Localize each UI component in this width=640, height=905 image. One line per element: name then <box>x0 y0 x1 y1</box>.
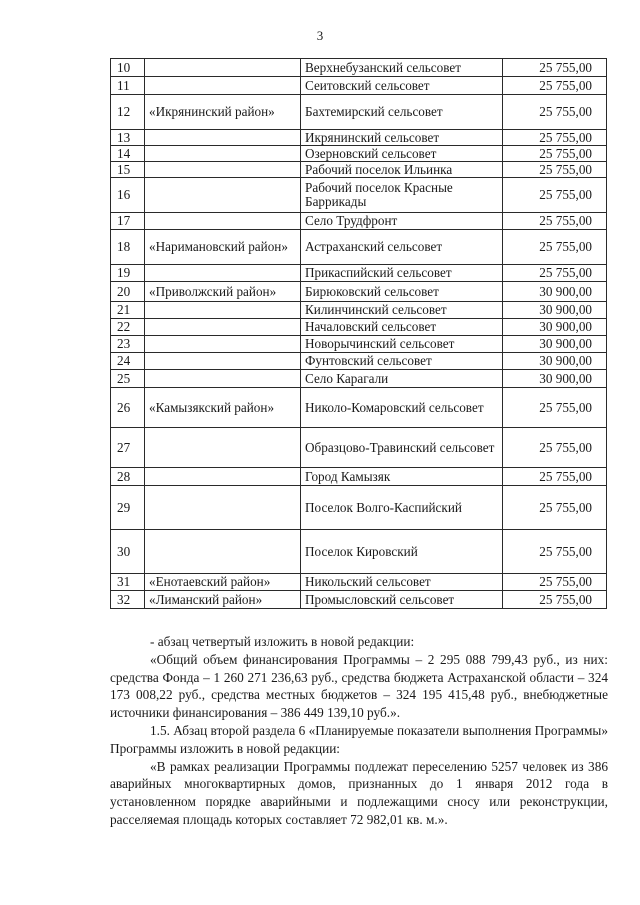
row-number: 30 <box>111 530 145 574</box>
district-name <box>145 353 301 370</box>
row-number: 24 <box>111 353 145 370</box>
municipality-name: Икрянинский сельсовет <box>301 130 503 146</box>
table-row <box>111 230 607 265</box>
table-row <box>111 336 607 353</box>
municipality-name: Новорычинский сельсовет <box>301 336 503 353</box>
district-name: «Наримановский район» <box>145 230 301 265</box>
table-row <box>111 265 607 282</box>
row-number: 16 <box>111 178 145 213</box>
table-row <box>111 319 607 336</box>
municipality-name: Николо-Комаровский сельсовет <box>301 388 503 428</box>
municipality-name: Килинчинский сельсовет <box>301 302 503 319</box>
amount-value: 25 755,00 <box>503 388 607 428</box>
amount-value: 25 755,00 <box>503 591 607 609</box>
row-number: 11 <box>111 77 145 95</box>
paragraph-2: «Общий объем финансирования Программы – 2 295 088 799,43 руб., из них: средства Фонда – 1 260 271 236,63 руб., средства бюджета Астраханской области – 324 173 008,22 руб., средства местных бюджетов – 324 195 415,48 руб., внебюджетные источники финансирования – 386 449 139,10 руб.». <box>110 651 608 721</box>
row-number: 13 <box>111 130 145 146</box>
municipality-name: Началовский сельсовет <box>301 319 503 336</box>
district-name <box>145 59 301 77</box>
row-number: 15 <box>111 162 145 178</box>
row-number: 25 <box>111 370 145 388</box>
municipality-name: Верхнебузанский сельсовет <box>301 59 503 77</box>
municipality-name: Рабочий поселок Красные Баррикады <box>301 178 503 213</box>
row-number: 31 <box>111 574 145 591</box>
municipality-name: Бирюковский сельсовет <box>301 282 503 302</box>
district-name <box>145 486 301 530</box>
municipality-name: Сеитовский сельсовет <box>301 77 503 95</box>
district-name <box>145 302 301 319</box>
district-name: «Приволжский район» <box>145 282 301 302</box>
municipality-name: Бахтемирский сельсовет <box>301 95 503 130</box>
district-name: «Икрянинский район» <box>145 95 301 130</box>
district-name <box>145 265 301 282</box>
district-name <box>145 370 301 388</box>
district-name <box>145 130 301 146</box>
district-name <box>145 468 301 486</box>
paragraph-1: - абзац четвертый изложить в новой редакции: <box>150 634 415 649</box>
body-text <box>110 633 608 829</box>
table-row <box>111 282 607 302</box>
funding-table <box>110 58 607 609</box>
amount-value: 25 755,00 <box>503 486 607 530</box>
municipality-name: Образцово-Травинский сельсовет <box>301 428 503 468</box>
municipality-name: Поселок Кировский <box>301 530 503 574</box>
table-row <box>111 77 607 95</box>
municipality-name: Фунтовский сельсовет <box>301 353 503 370</box>
district-name <box>145 336 301 353</box>
table-row <box>111 213 607 230</box>
amount-value: 30 900,00 <box>503 353 607 370</box>
table-row <box>111 162 607 178</box>
amount-value: 25 755,00 <box>503 428 607 468</box>
district-name <box>145 178 301 213</box>
district-name <box>145 319 301 336</box>
table-row <box>111 95 607 130</box>
row-number: 19 <box>111 265 145 282</box>
amount-value: 25 755,00 <box>503 59 607 77</box>
district-name <box>145 146 301 162</box>
district-name <box>145 428 301 468</box>
row-number: 26 <box>111 388 145 428</box>
amount-value: 25 755,00 <box>503 574 607 591</box>
municipality-name: Никольский сельсовет <box>301 574 503 591</box>
amount-value: 25 755,00 <box>503 213 607 230</box>
amount-value: 25 755,00 <box>503 146 607 162</box>
amount-value: 30 900,00 <box>503 282 607 302</box>
amount-value: 25 755,00 <box>503 530 607 574</box>
municipality-name: Рабочий поселок Ильинка <box>301 162 503 178</box>
district-name: «Енотаевский район» <box>145 574 301 591</box>
district-name <box>145 162 301 178</box>
row-number: 28 <box>111 468 145 486</box>
row-number: 32 <box>111 591 145 609</box>
row-number: 21 <box>111 302 145 319</box>
amount-value: 30 900,00 <box>503 336 607 353</box>
district-name: «Камызякский район» <box>145 388 301 428</box>
municipality-name: Прикаспийский сельсовет <box>301 265 503 282</box>
row-number: 14 <box>111 146 145 162</box>
amount-value: 30 900,00 <box>503 319 607 336</box>
amount-value: 25 755,00 <box>503 230 607 265</box>
table-row <box>111 486 607 530</box>
row-number: 23 <box>111 336 145 353</box>
row-number: 10 <box>111 59 145 77</box>
municipality-name: Село Трудфронт <box>301 213 503 230</box>
table-row <box>111 59 607 77</box>
table-row <box>111 468 607 486</box>
district-name <box>145 213 301 230</box>
amount-value: 25 755,00 <box>503 178 607 213</box>
row-number: 20 <box>111 282 145 302</box>
municipality-name: Озерновский сельсовет <box>301 146 503 162</box>
municipality-name: Город Камызяк <box>301 468 503 486</box>
paragraph-3: 1.5. Абзац второй раздела 6 «Планируемые показатели выполнения Программы» Программы изложить в новой редакции: <box>110 722 608 756</box>
amount-value: 30 900,00 <box>503 370 607 388</box>
municipality-name: Астраханский сельсовет <box>301 230 503 265</box>
district-name <box>145 530 301 574</box>
amount-value: 25 755,00 <box>503 130 607 146</box>
page-number: 3 <box>316 28 324 43</box>
table-row <box>111 353 607 370</box>
table-row <box>111 591 607 609</box>
table-row <box>111 130 607 146</box>
row-number: 27 <box>111 428 145 468</box>
table-row <box>111 178 607 213</box>
amount-value: 25 755,00 <box>503 77 607 95</box>
table-row <box>111 370 607 388</box>
paragraph-4: «В рамках реализации Программы подлежат переселению 5257 человек из 386 аварийных многоквартирных домов, признанных до 1 января 2012 года в установленном порядке аварийными и подлежащими сносу или реконструкции, расселяемая площадь которых составляет 72 982,01 кв. м.». <box>110 758 608 827</box>
district-name: «Лиманский район» <box>145 591 301 609</box>
row-number: 29 <box>111 486 145 530</box>
row-number: 12 <box>111 95 145 130</box>
amount-value: 30 900,00 <box>503 302 607 319</box>
district-name <box>145 77 301 95</box>
table-row <box>111 302 607 319</box>
table-row <box>111 146 607 162</box>
table-row <box>111 388 607 428</box>
table-row <box>111 428 607 468</box>
municipality-name: Село Карагали <box>301 370 503 388</box>
amount-value: 25 755,00 <box>503 265 607 282</box>
table-row <box>111 530 607 574</box>
municipality-name: Промысловский сельсовет <box>301 591 503 609</box>
row-number: 18 <box>111 230 145 265</box>
row-number: 17 <box>111 213 145 230</box>
amount-value: 25 755,00 <box>503 95 607 130</box>
municipality-name: Поселок Волго-Каспийский <box>301 486 503 530</box>
table-row <box>111 574 607 591</box>
amount-value: 25 755,00 <box>503 468 607 486</box>
amount-value: 25 755,00 <box>503 162 607 178</box>
row-number: 22 <box>111 319 145 336</box>
